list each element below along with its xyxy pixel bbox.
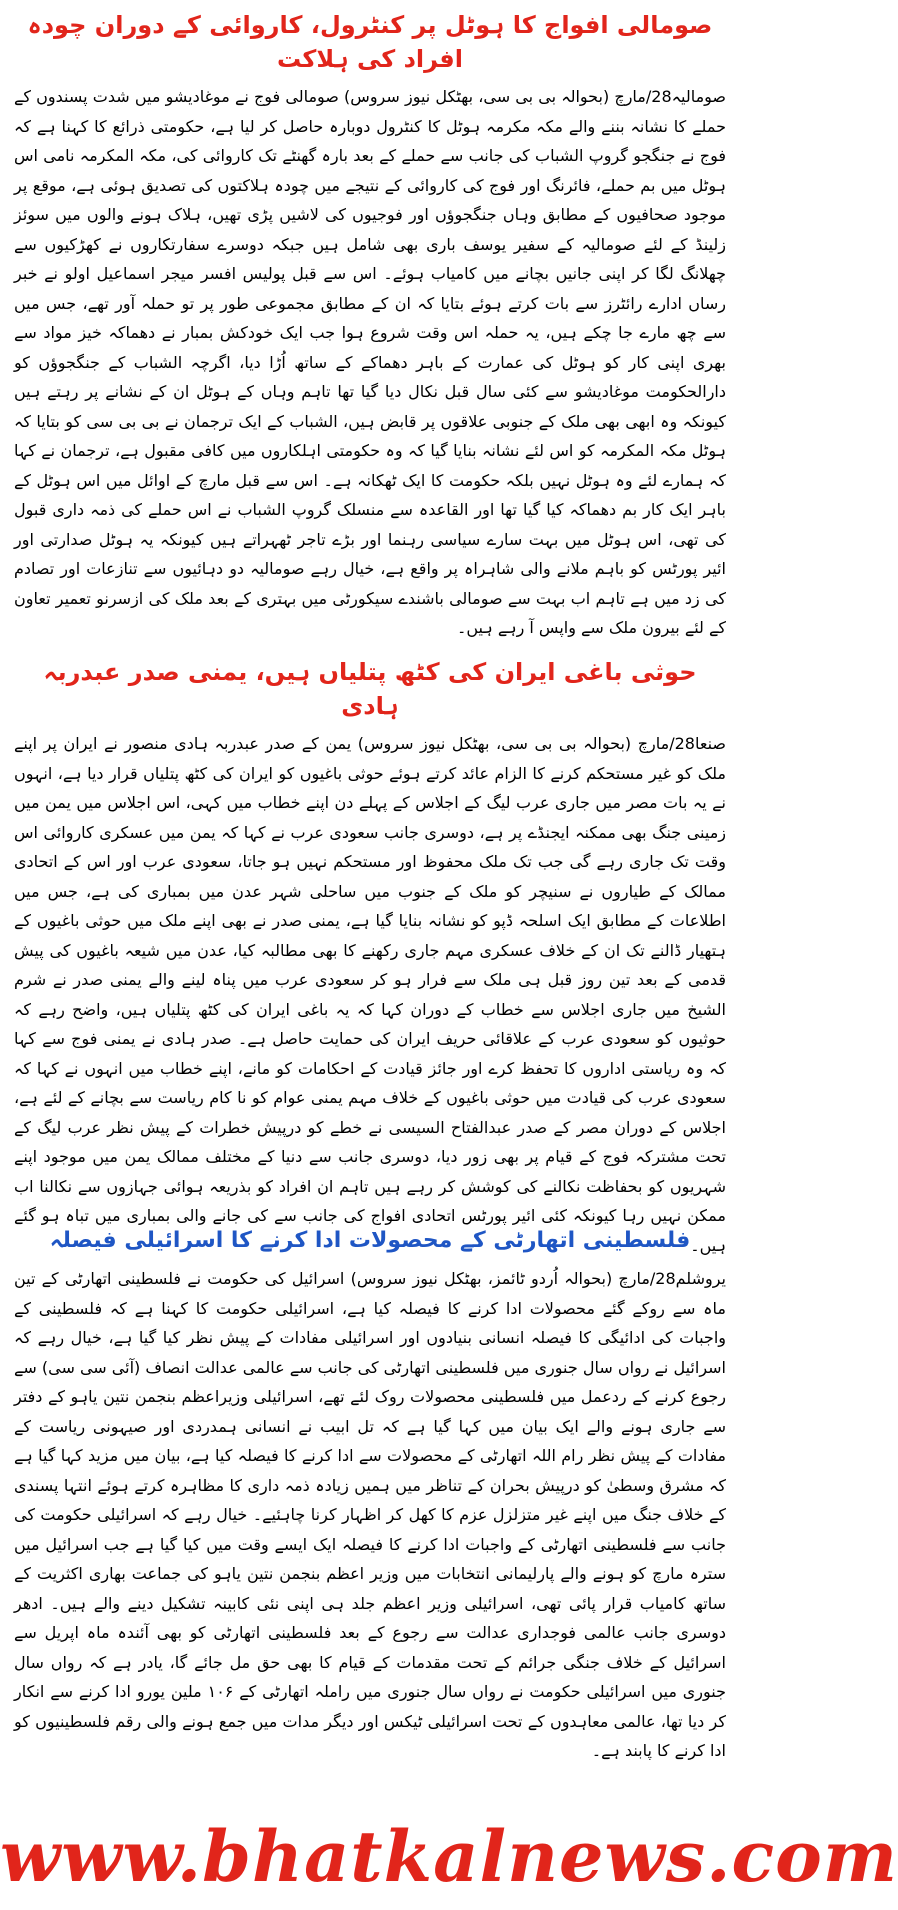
article-headline: فلسطینی اتھارٹی کے محصولات ادا کرنے کا اسرائیلی فیصلہ (49, 1228, 691, 1253)
article-yemen-houthi (0, 655, 740, 1260)
article-somalia-hotel (0, 8, 740, 643)
article-headline: حوثی باغی ایران کی کٹھ پتلیاں ہیں، یمنی صدر عبدربہ ہادی (43, 658, 697, 720)
article-body: صنعا28/مارچ (بحوالہ بی بی سی، بھٹکل نیوز سروس) یمن کے صدر عبدربہ ہادی منصور نے ایران پر اپنے ملک کو غیر مستحکم کرنے کا الزام عائد کرتے ہوئے حوثی باغیوں کو ایران کی کٹھ پتلیاں قرار دیا ہے، انہوں نے یہ بات مصر میں جاری عرب لیگ کے اجلاس کے پہلے دن اپنے خطاب میں کہی، اس اجلاس میں یمن میں زمینی جنگ بھی ممکنہ ایجنڈے پر ہے، دوسری جانب سعودی عرب نے کہا کہ یمن میں عسکری کاروائی اس وقت تک جاری رہے گی جب تک ملک محفوظ اور مستحکم نہیں ہو جاتا، سعودی عرب اور اس کے اتحادی ممالک کے طیاروں نے سنیچر کو ملک کے جنوب میں ساحلی شہر عدن میں بمباری کی ہے، جس میں اطلاعات کے مطابق ایک اسلحہ ڈپو کو نشانہ بنایا گیا ہے، یمنی صدر نے بھی اپنے ملک میں حوثی باغیوں کے ہتھیار ڈالنے تک ان کے خلاف عسکری مہم جاری رکھنے کا بھی مطالبہ کیا، عدن میں شیعہ باغیوں کی پیش قدمی کے بعد تین روز قبل ہی ملک سے فرار ہو کر سعودی عرب میں پناہ لینے والے یمنی صدر نے شرم الشیخ میں جاری اجلاس سے خطاب کے دوران کہا کہ یہ باغی ایران کی کٹھ پتلیاں ہیں، واضح رہے کہ حوثیوں کو سعودی عرب کے علاقائی حریف ایران کی حمایت حاصل ہے۔ صدر ہادی نے یمنی فوج سے کہا کہ وہ ریاستی اداروں کا تحفظ کرے اور جائز قیادت کے احکامات کو مانے، اپنے خطاب میں انہوں نے کہا کہ سعودی عرب کی قیادت میں حوثی باغیوں کے خلاف مہم یمنی عوام کو نا کام ریاست سے بچانے کے لئے ہے، اجلاس کے دوران مصر کے صدر عبدالفتاح السیسی نے خطے کو درپیش خطرات کے پیش نظر عرب لیگ کے تحت مشترکہ فوج کے قیام پر بھی زور دیا، دوسری جانب سے دنیا کے مختلف ممالک یمن میں موجود اپنے شہریوں کو بحفاظت نکالنے کی کوشش کر رہے ہیں تاہم ان افراد کو بذریعہ ہوائی جہازوں سے نکالنا اب ممکن نہیں رہا کیونکہ کئی ائیر پورٹس اتحادی افواج کی جانب سے کی جانے والی بمباری میں تباہ ہو گئے ہیں۔ (14, 734, 726, 1255)
site-url-watermark: www.bhatkalnews.com (0, 1815, 898, 1898)
article-body: یروشلم28/مارچ (بحوالہ اُردو ٹائمز، بھٹکل نیوز سروس) اسرائیل کی حکومت نے فلسطینی اتھارٹی کے تین ماہ سے روکے گئے محصولات ادا کرنے کا فیصلہ کیا ہے، اسرائیلی حکومت کا کہنا ہے کہ فلسطینی کے واجبات کی ادائیگی کا فیصلہ انسانی بنیادوں اور اسرائیلی مفادات کے پیش نظر کیا گیا ہے، خیال رہے کہ اسرائیل نے رواں سال جنوری میں فلسطینی اتھارٹی کی جانب سے عالمی عدالت انصاف (آئی سی سی) سے رجوع کرنے کے ردعمل میں فلسطینی محصولات روک لئے تھے، اسرائیلی وزیراعظم بنجمن نتین یاہو کے دفتر سے جاری ہونے والے ایک بیان میں کہا گیا ہے کہ تل ابیب نے انسانی ہمدردی اور صیہونی ریاست کے مفادات کے پیش نظر رام اللہ اتھارٹی کے محصولات سے ادا کرنے کا فیصلہ کیا ہے، بیان میں مزید کہا گیا ہے کہ مشرق وسطیٰ کو درپیش بحران کے تناظر میں ہمیں زیادہ ذمہ داری کا مظاہرہ کرتے ہوئے انتہا پسندی کے خلاف جنگ میں اپنے غیر متزلزل عزم کا کھل کر اظہار کرنا چاہئیے۔ خیال رہے کہ اسرائیلی حکومت کی جانب سے فلسطینی اتھارٹی کے واجبات ادا کرنے کا فیصلہ ایک ایسے وقت میں کیا گیا ہے جب اسرائیل میں سترہ مارچ کو ہونے والے پارلیمانی انتخابات میں وزیر اعظم بنجمن نتین یاہو کی جماعت بھاری اکثریت کے ساتھ کامیاب قرار پائی تھی، اسرائیلی وزیر اعظم جلد ہی اپنی نئی کابینہ تشکیل دینے والے ہیں۔ ادھر دوسری جانب عالمی فوجداری عدالت سے رجوع کے بعد فلسطینی اتھارٹی کو بھی آئندہ ماہ اپریل سے اسرائیل کے خلاف جنگی جرائم کے تحت مقدمات کے قیام کا بھی حق مل جائے گا، یادر ہے کہ رواں سال جنوری میں اسرائیلی حکومت نے رواں سال جنوری میں راملہ اتھارٹی کے ۱۰۶ ملین یورو ادا کرنے سے انکار کر دیا تھا، عالمی معاہدوں کے تحت اسرائیلی ٹیکس اور دیگر مدات میں جمع ہونے والی رقم فلسطینیوں کو ادا کرنے کا پابند ہے۔ (14, 1269, 727, 1760)
article-body: صومالیہ28/مارچ (بحوالہ بی بی سی، بھٹکل نیوز سروس) صومالی فوج نے موغادیشو میں شدت پسندوں کے حملے کا نشانہ بننے والے مکہ مکرمہ ہوٹل کا کنٹرول دوبارہ حاصل کر لیا ہے، حکومتی ذرائع کا کہنا ہے کہ فوج نے جنگجو گروپ الشباب کی جانب سے حملے کے بعد بارہ گھنٹے تک کاروائی کی، مکہ المکرمہ نامی اس ہوٹل میں بم حملے، فائرنگ اور فوج کی کاروائی کے نتیجے میں چودہ ہلاکتوں کی تصدیق ہوئی ہے، موقع پر موجود صحافیوں کے مطابق وہاں جنگجوؤں اور فوجیوں کی لاشیں پڑی تھیں، ہلاک ہونے والوں میں سوئز زلینڈ کے لئے صومالیہ کے سفیر یوسف باری بھی شامل ہیں جبکہ دوسرے سفارتکاروں نے کھڑکیوں سے چھلانگ لگا کر اپنی جانیں بچانے میں کامیاب ہوئے۔ اس سے قبل پولیس افسر میجر اسماعیل اولو نے خبر رساں ادارے رائٹرز سے بات کرتے ہوئے بتایا کہ ان کے مطابق مجموعی طور پر تو حملہ آور تھے، جس میں سے چھ مارے جا چکے ہیں، یہ حملہ اس وقت شروع ہوا جب ایک خودکش بمبار نے دھماکہ خیز مواد سے بھری اپنی کار کو ہوٹل کی عمارت کے باہر دھماکے کے ساتھ اُڑا دیا، اگرچہ الشباب کے جنگجوؤں کو دارالحکومت موغادیشو سے کئی سال قبل نکال دیا گیا تھا تاہم وہاں کے ہوٹل ان کے نشانے پر رہتے ہیں کیونکہ وہ ابھی بھی ملک کے جنوبی علاقوں پر قابض ہیں، الشباب کے ایک ترجمان نے بی بی سی کو بتایا کہ ہوٹل مکہ المکرمہ کو اس لئے نشانہ بنایا گیا کہ وہ حکومتی اہلکاروں میں کافی مقبول ہے، ترجمان نے کہا کہ ہمارے لئے وہ ہوٹل نہیں بلکہ حکومت کا ایک ٹھکانہ ہے۔ اس سے قبل مارچ کے اوائل میں اس ہوٹل کے باہر ایک کار بم دھماکہ کیا گیا تھا اور القاعدہ سے منسلک گروپ الشباب نے اس حملے کی ذمہ داری قبول کی تھی، اس ہوٹل میں بہت سارے سیاسی رہنما اور بڑے تاجر ٹھہراتے ہیں کیونکہ یہ ہوٹل صدارتی اور ائیر پورٹس کو باہم ملانے والی شاہراہ پر واقع ہے، خیال رہے صومالیہ دو دہائیوں سے تنازعات اور تصادم کی زد میں ہے تاہم اب بہت سے صومالی باشندے سیکورٹی میں بہتری کے بعد ملک کی ازسرنو تعمیر تعاون کے لئے بیرون ملک سے واپس آ رہے ہیں۔ (14, 87, 727, 637)
article-headline: صومالی افواج کا ہوٹل پر کنٹرول، کاروائی کے دوران چودہ افراد کی ہلاکت (27, 11, 713, 73)
article-palestine-revenue (0, 1224, 740, 1766)
